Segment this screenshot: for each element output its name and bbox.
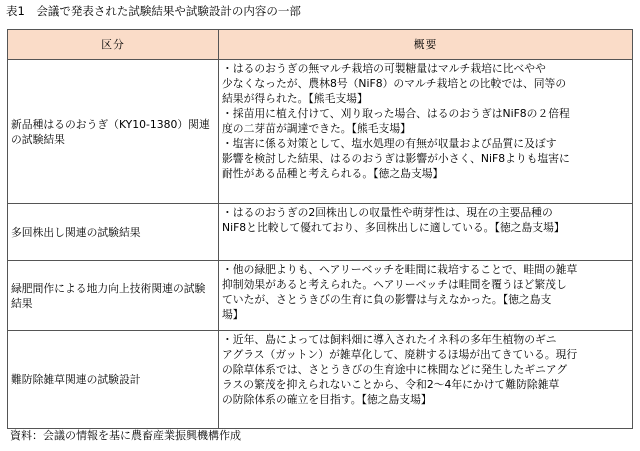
summary-line: ・他の緑肥よりも、ヘアリーベッチを畦間に栽培することで、畦間の雑草 (222, 263, 578, 276)
summary-line: アグラス（ガットン）が雑草化して、廃耕するほ場が出てきている。現行 (222, 348, 578, 361)
table-row (8, 204, 633, 261)
summary-line: 少なくなったが、農林8号（NiF8）のマルチ栽培との比較では、同等の (222, 77, 567, 90)
row-category: 新品種はるのおうぎ（KY10-1380）関連の試験結果 (8, 60, 219, 204)
source-note: 資料：会議の情報を基に農畜産業振興機構作成 (10, 429, 241, 442)
summary-line: ・塩害に係る対策として、塩水処理の有無が収量および品質に及ぼす (222, 137, 557, 150)
table-row (8, 331, 633, 429)
row-summary (219, 60, 633, 204)
row-category: 難防除雑草関連の試験設計 (8, 331, 219, 429)
summary-line: ラスの繁茂を抑えられないことから、令和2～4年にかけて難防除雑草 (222, 378, 560, 391)
summary-line: ていたが、さとうきびの生育に負の影響は与えなかった。【徳之島支 (222, 293, 552, 306)
table-caption: 表1 会議で発表された試験結果や試験設計の内容の一部 (6, 4, 301, 18)
header-summary: 概要 (219, 30, 633, 60)
row-summary (219, 204, 633, 261)
summary-line: 影響を検討した結果、はるのおうぎは影響が小さく、NiF8よりも塩害に (222, 152, 570, 165)
summary-line: 度の二芽苗が調達できた。【熊毛支場】 (222, 122, 411, 135)
summary-line: ・採苗用に植え付けて、刈り取った場合、はるのおうぎはNiF8の２倍程 (222, 107, 570, 120)
summary-line: の除草体系では、さとうきびの生育途中に株間などに発生したギニアグ (222, 363, 568, 376)
summary-line: 耐性がある品種と考えられる。【徳之島支場】 (222, 167, 444, 180)
summary-line: NiF8と比較して優れており、多回株出しに適している。【徳之島支場】 (222, 221, 565, 234)
results-table (7, 29, 633, 429)
summary-line: ・近年、島によっては飼料畑に導入されたイネ科の多年生植物のギニ (222, 333, 557, 346)
summary-line: 抑制効果があると考えられた。ヘアリーベッチは畦間を覆うほど繁茂し (222, 278, 567, 291)
row-category: 多回株出し関連の試験結果 (8, 204, 219, 261)
summary-line: の防除体系の確立を目指す。【徳之島支場】 (222, 393, 432, 406)
summary-line: ・はるのおうぎの無マルチ栽培の可製糖量はマルチ栽培に比べやや (222, 62, 546, 75)
table-row (8, 261, 633, 331)
summary-line: 場】 (222, 308, 244, 321)
row-summary (219, 261, 633, 331)
row-summary (219, 331, 633, 429)
table-header-row (8, 30, 633, 60)
table-body (8, 60, 633, 429)
summary-line: ・はるのおうぎの2回株出しの収量性や萌芽性は、現在の主要品種の (222, 206, 553, 219)
results-table-container (7, 29, 632, 429)
row-category: 緑肥間作による地力向上技術関連の試験結果 (8, 261, 219, 331)
header-category: 区分 (8, 30, 219, 60)
table-row (8, 60, 633, 204)
summary-line: 結果が得られた。【熊毛支場】 (222, 92, 368, 105)
